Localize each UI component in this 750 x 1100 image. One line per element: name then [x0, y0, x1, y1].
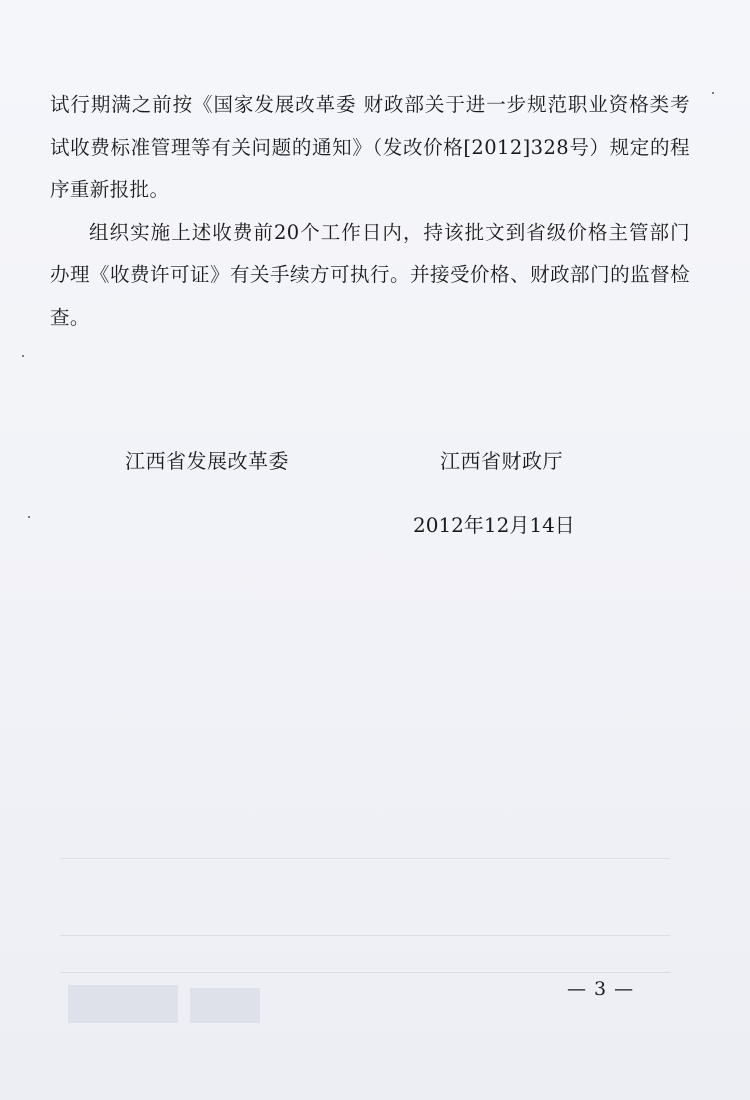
bleed-through-rule	[60, 935, 670, 936]
paper-speck	[22, 355, 24, 357]
paragraph-2: 组织实施上述收费前20个工作日内，持该批文到省级价格主管部门办理《收费许可证》有关手续方可执行。并接受价格、财政部门的监督检查。	[50, 220, 690, 329]
bleed-through-stamp	[68, 985, 178, 1023]
signature-left: 江西省发展改革委	[125, 449, 289, 473]
issue-date: 2012年12月14日	[413, 513, 575, 537]
bleed-through-rule	[60, 972, 670, 973]
paragraph-1: 试行期满之前按《国家发展改革委 财政部关于进一步规范职业资格类考试收费标准管理等有关问题的通知》（发改价格[2012]328号）规定的程序重新报批。	[50, 93, 690, 201]
bleed-through-rule	[60, 858, 670, 859]
page-number: — 3 —	[567, 978, 635, 1000]
paper-speck	[28, 516, 30, 518]
bleed-through-stamp	[190, 988, 260, 1023]
document-body	[50, 84, 690, 339]
signature-right: 江西省财政厅	[440, 449, 563, 473]
paper-speck	[712, 92, 714, 94]
